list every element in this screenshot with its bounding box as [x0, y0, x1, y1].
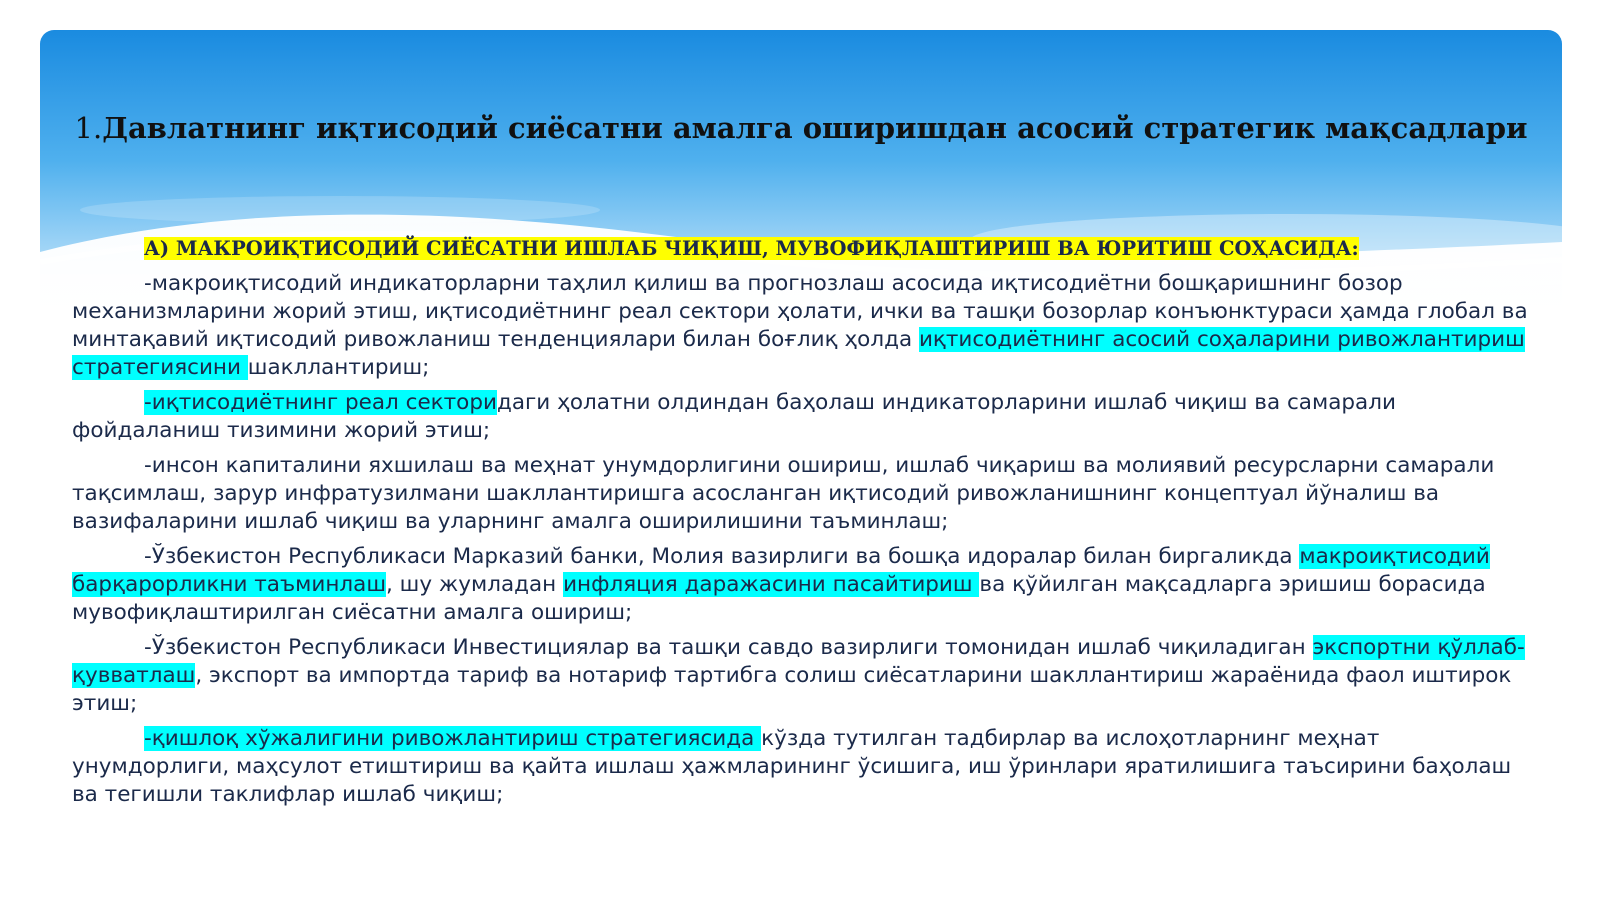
- title-number: 1.: [74, 111, 103, 145]
- paragraph-2: [72, 389, 1532, 445]
- paragraph-1: [72, 270, 1532, 382]
- paragraph-5-text-a: -Ўзбекистон Республикаси Инвестициялар ва ташқи савдо вазирлиги томонидан ишлаб чиқиладиган: [144, 635, 1313, 660]
- page-title: [40, 108, 1562, 148]
- paragraph-3: [72, 452, 1532, 536]
- paragraph-4-text-c: ва қўйилган мақсадларга эришиш борасида мувофиқлаштирилган сиёсатни амалга ошириш;: [72, 572, 1486, 625]
- paragraph-4: [72, 543, 1532, 627]
- section-heading-text: А) МАКРОИҚТИСОДИЙ СИЁСАТНИ ИШЛАБ ЧИҚИШ, МУВОФИҚЛАШТИРИШ ВА ЮРИТИШ СОҲАСИДА:: [144, 237, 1359, 260]
- paragraph-4-text-b: , шу жумладан: [386, 572, 564, 597]
- paragraph-2-highlight: -иқтисодиётнинг реал сектори: [144, 390, 497, 415]
- paragraph-4-highlight-2: инфляция даражасини пасайтириш: [563, 572, 980, 597]
- paragraph-3-text-a: -инсон капиталини яхшилаш ва меҳнат унумдорлигини ошириш, ишлаб чиқариш ва молиявий ресурсларни самарали тақсимлаш, зарур инфратузилмани шакллантиришга асосланган иқтисодий ривожланишнинг концептуал йўналиш ва вазифаларини ишлаб чиқиш ва уларнинг амалга оширилишини таъминлаш;: [72, 453, 1495, 534]
- paragraph-5-text-b: , экспорт ва импортда тариф ва нотариф тартибга солиш сиёсатларини шакллантириш жараёнида фаол иштирок этиш;: [72, 663, 1512, 716]
- content-body: [72, 234, 1532, 816]
- paragraph-1-text-a: -макроиқтисодий индикаторларни таҳлил қилиш ва прогнозлаш асосида иқтисодиётни бошқаришнинг бозор механизмларини жорий этиш, иқтисодиётнинг реал сектори ҳолати, ички ва ташқи бозорлар конъюнктураси ҳамда глобал ва минтақавий иқтисодий ривожланиш тенденциялари билан боғлиқ ҳолда: [72, 271, 1528, 352]
- paragraph-1-highlight: иқтисодиётнинг асосий соҳаларини ривожлантириш стратегиясини: [72, 327, 1525, 380]
- paragraph-4-highlight-1: макроиқтисодий барқарорликни таъминлаш: [72, 544, 1490, 597]
- paragraph-5: [72, 634, 1532, 718]
- paragraph-2-text-a: даги ҳолатни олдиндан баҳолаш индикаторларини ишлаб чиқиш ва самарали фойдаланиш тизимини жорий этиш;: [72, 390, 1396, 443]
- section-heading: [72, 234, 1532, 264]
- title-text: Давлатнинг иқтисодий сиёсатни амалга оширишдан асосий стратегик мақсадлари: [102, 111, 1528, 145]
- paragraph-6-text-a: кўзда тутилган тадбирлар ва ислоҳотларнинг меҳнат унумдорлиги, маҳсулот етиштириш ва қайта ишлаш ҳажмларининг ўсишига, иш ўринлари яратилишига таъсирини баҳолаш ва тегишли таклифлар ишлаб чиқиш;: [72, 726, 1512, 807]
- paragraph-1-text-b: шакллантириш;: [247, 355, 430, 380]
- paragraph-6-highlight: -қишлоқ хўжалигини ривожлантириш стратегиясида: [144, 726, 762, 751]
- paragraph-5-highlight: экспортни қўллаб-қувватлаш: [72, 635, 1525, 688]
- paragraph-6: [72, 725, 1532, 809]
- paragraph-4-text-a: -Ўзбекистон Республикаси Марказий банки, Молия вазирлиги ва бошқа идоралар билан биргаликда: [144, 544, 1300, 569]
